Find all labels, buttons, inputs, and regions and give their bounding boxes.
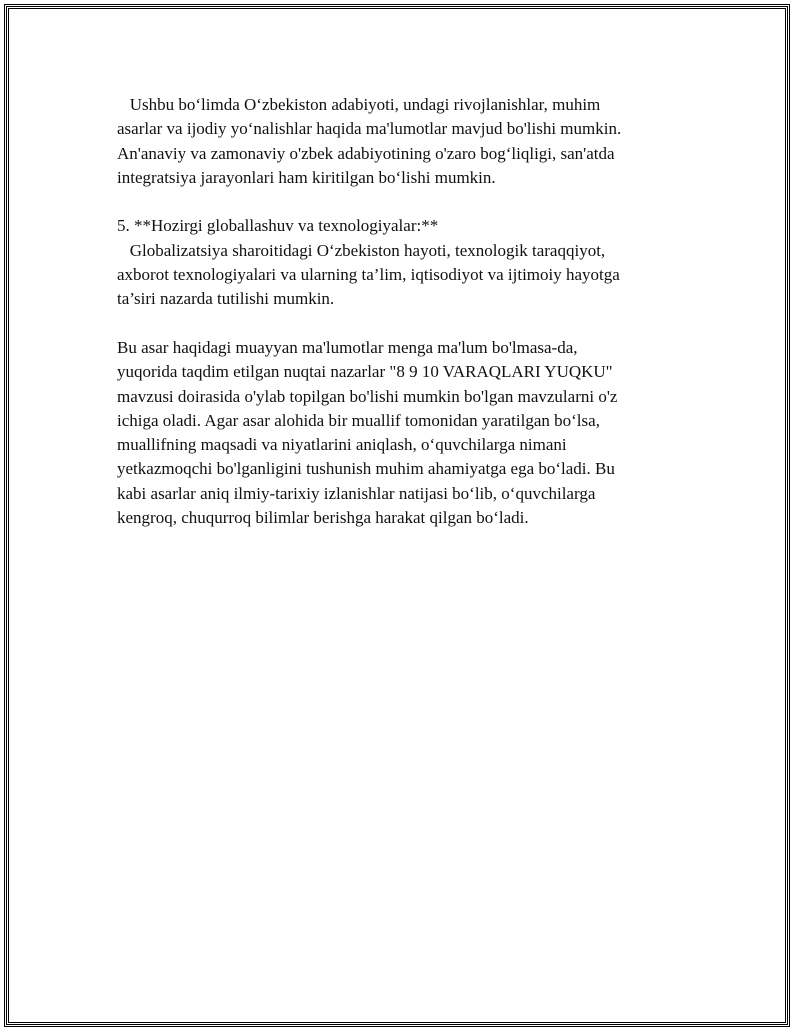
section-heading-5: 5. **Hozirgi globallashuv va texnologiyalar:** <box>117 216 439 236</box>
paragraph-gap <box>117 190 677 214</box>
document-body <box>117 93 677 530</box>
paragraph-gap <box>117 312 677 336</box>
paragraph-globalization: Globalizatsiya sharoitidagi O‘zbekiston hayoti, texnologik taraqqiyot, axborot texnologiyalari va ularning ta’lim, iqtisodiyot va ijtimoiy hayotga ta’siri nazarda tutilishi mumkin. <box>117 240 620 309</box>
paragraph-conclusion: Bu asar haqidagi muayyan ma'lumotlar menga ma'lum bo'lmasa-da, yuqorida taqdim etilgan nuqtai nazarlar "8 9 10 VARAQLARI YUQKU" mavzusi doirasida o'ylab topilgan bo'lishi mumkin bo'lgan mavzularni o'z ichiga oladi. Agar asar alohida bir muallif tomonidan yaratilgan bo‘lsa, muallifning maqsadi va niyatlarini aniqlash, o‘quvchilarga nimani yetkazmoqchi bo'lganligini tushunish muhim ahamiyatga ega bo‘ladi. Bu kabi asarlar aniq ilmiy-tarixiy izlanishlar natijasi bo‘lib, o‘quvchilarga kengroq, chuqurroq bilimlar berishga harakat qilgan bo‘ladi. <box>117 337 618 528</box>
paragraph-literature: Ushbu bo‘limda O‘zbekiston adabiyoti, undagi rivojlanishlar, muhim asarlar va ijodiy yo‘nalishlar haqida ma'lumotlar mavjud bo'lishi mumkin. An'anaviy va zamonaviy o'zbek adabiyotining o'zaro bog‘liqligi, san'atda integratsiya jarayonlari ham kiritilgan bo‘lishi mumkin. <box>117 95 622 187</box>
